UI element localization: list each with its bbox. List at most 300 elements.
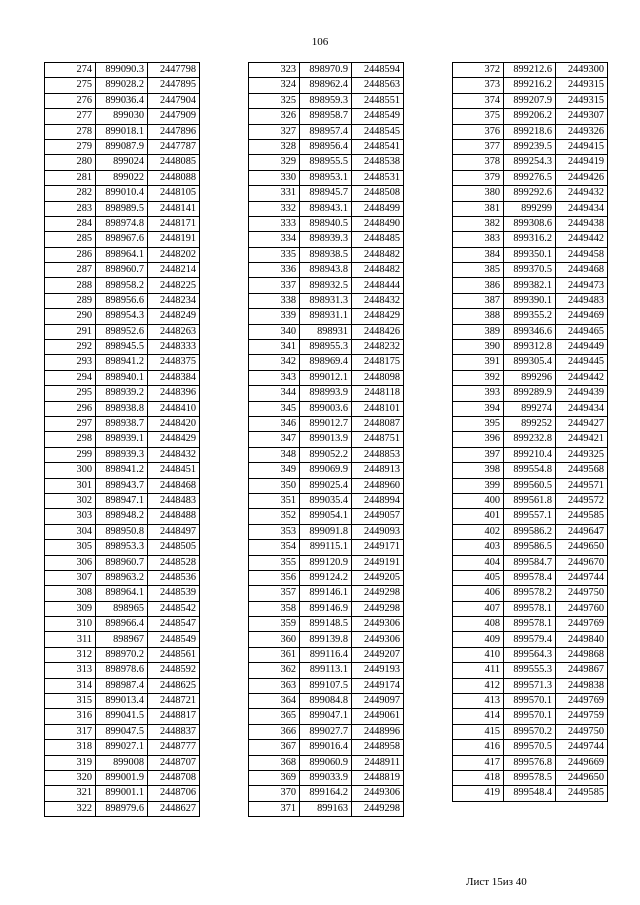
table-row [45,93,200,108]
point-number-cell: 326 [249,109,300,124]
table-row [249,278,404,293]
point-number-cell: 366 [249,724,300,739]
point-number-cell: 354 [249,540,300,555]
point-number-cell: 407 [453,601,504,616]
x-coordinate-cell: 899554.8 [504,463,556,478]
y-coordinate-cell: 2448232 [352,340,404,355]
point-number-cell: 276 [45,93,96,108]
point-number-cell: 323 [249,63,300,78]
table-row [249,570,404,585]
table-row [453,786,608,801]
point-number-cell: 341 [249,340,300,355]
x-coordinate-cell: 899024 [96,155,148,170]
point-number-cell: 408 [453,617,504,632]
x-coordinate-cell: 899047.1 [300,709,352,724]
point-number-cell: 284 [45,216,96,231]
x-coordinate-cell: 899003.6 [300,401,352,416]
x-coordinate-cell: 898940.1 [96,370,148,385]
x-coordinate-cell: 898958.7 [300,109,352,124]
table-row [45,678,200,693]
point-number-cell: 325 [249,93,300,108]
y-coordinate-cell: 2449840 [556,632,608,647]
point-number-cell: 293 [45,355,96,370]
point-number-cell: 317 [45,724,96,739]
point-number-cell: 274 [45,63,96,78]
point-number-cell: 413 [453,694,504,709]
y-coordinate-cell: 2448429 [148,432,200,447]
table-row [453,324,608,339]
y-coordinate-cell: 2449572 [556,493,608,508]
y-coordinate-cell: 2448960 [352,478,404,493]
point-number-cell: 305 [45,540,96,555]
table-row [45,570,200,585]
x-coordinate-cell: 898959.3 [300,93,352,108]
table-row [45,786,200,801]
x-coordinate-cell: 898966.4 [96,617,148,632]
table-row [453,309,608,324]
point-number-cell: 309 [45,601,96,616]
y-coordinate-cell: 2448202 [148,247,200,262]
table-row [453,186,608,201]
y-coordinate-cell: 2448191 [148,232,200,247]
point-number-cell: 364 [249,694,300,709]
table-row [453,432,608,447]
y-coordinate-cell: 2449838 [556,678,608,693]
point-number-cell: 365 [249,709,300,724]
y-coordinate-cell: 2449759 [556,709,608,724]
point-number-cell: 321 [45,786,96,801]
point-number-cell: 348 [249,447,300,462]
x-coordinate-cell: 899013.9 [300,432,352,447]
x-coordinate-cell: 898958.2 [96,278,148,293]
table-row [249,694,404,709]
table-row [45,663,200,678]
y-coordinate-cell: 2449057 [352,509,404,524]
point-number-cell: 352 [249,509,300,524]
x-coordinate-cell: 899069.9 [300,463,352,478]
y-coordinate-cell: 2449298 [352,801,404,816]
y-coordinate-cell: 2448531 [352,170,404,185]
x-coordinate-cell: 899579.4 [504,632,556,647]
x-coordinate-cell: 899239.5 [504,139,556,154]
x-coordinate-cell: 898953.1 [300,170,352,185]
table-row [453,647,608,662]
y-coordinate-cell: 2448249 [148,309,200,324]
point-number-cell: 286 [45,247,96,262]
x-coordinate-cell: 898962.4 [300,78,352,93]
point-number-cell: 386 [453,278,504,293]
table-row [453,124,608,139]
x-coordinate-cell: 899350.1 [504,247,556,262]
point-number-cell: 360 [249,632,300,647]
table-row [249,724,404,739]
x-coordinate-cell: 899207.9 [504,93,556,108]
point-number-cell: 377 [453,139,504,154]
x-coordinate-cell: 898956.6 [96,293,148,308]
table-row [45,524,200,539]
x-coordinate-cell: 898938.5 [300,247,352,262]
x-coordinate-cell: 898970.9 [300,63,352,78]
table-row [453,155,608,170]
point-number-cell: 311 [45,632,96,647]
x-coordinate-cell: 898939.3 [96,447,148,462]
point-number-cell: 400 [453,493,504,508]
y-coordinate-cell: 2449207 [352,647,404,662]
x-coordinate-cell: 899116.4 [300,647,352,662]
x-coordinate-cell: 899370.5 [504,263,556,278]
y-coordinate-cell: 2448384 [148,370,200,385]
y-coordinate-cell: 2449769 [556,617,608,632]
y-coordinate-cell: 2448420 [148,416,200,431]
y-coordinate-cell: 2449325 [556,447,608,462]
table-row [249,247,404,262]
table-row [249,740,404,755]
y-coordinate-cell: 2449191 [352,555,404,570]
table-row [45,432,200,447]
x-coordinate-cell: 899254.3 [504,155,556,170]
y-coordinate-cell: 2448171 [148,216,200,231]
table-row [45,370,200,385]
table-row [45,540,200,555]
y-coordinate-cell: 2448561 [148,647,200,662]
y-coordinate-cell: 2449744 [556,740,608,755]
page-number: 106 [311,36,329,48]
point-number-cell: 333 [249,216,300,231]
y-coordinate-cell: 2449867 [556,663,608,678]
x-coordinate-cell: 899548.4 [504,786,556,801]
x-coordinate-cell: 899578.1 [504,617,556,632]
point-number-cell: 388 [453,309,504,324]
y-coordinate-cell: 2449439 [556,386,608,401]
y-coordinate-cell: 2447787 [148,139,200,154]
point-number-cell: 371 [249,801,300,816]
y-coordinate-cell: 2449315 [556,78,608,93]
x-coordinate-cell: 899289.9 [504,386,556,401]
y-coordinate-cell: 2448751 [352,432,404,447]
x-coordinate-cell: 899013.4 [96,694,148,709]
point-number-cell: 334 [249,232,300,247]
y-coordinate-cell: 2448375 [148,355,200,370]
x-coordinate-cell: 899033.9 [300,770,352,785]
y-coordinate-cell: 2449571 [556,478,608,493]
x-coordinate-cell: 898938.7 [96,416,148,431]
x-coordinate-cell: 899107.5 [300,678,352,693]
point-number-cell: 320 [45,770,96,785]
point-number-cell: 417 [453,755,504,770]
table-row [45,724,200,739]
point-number-cell: 394 [453,401,504,416]
y-coordinate-cell: 2448996 [352,724,404,739]
point-number-cell: 330 [249,170,300,185]
y-coordinate-cell: 2448563 [352,78,404,93]
x-coordinate-cell: 899276.5 [504,170,556,185]
x-coordinate-cell: 898957.4 [300,124,352,139]
y-coordinate-cell: 2448483 [148,493,200,508]
x-coordinate-cell: 899299 [504,201,556,216]
table-row [45,463,200,478]
x-coordinate-cell: 898931.3 [300,293,352,308]
x-coordinate-cell: 898967 [96,632,148,647]
x-coordinate-cell: 899571.3 [504,678,556,693]
y-coordinate-cell: 2448549 [352,109,404,124]
sheet-label: Лист 15из 40 [466,876,527,888]
x-coordinate-cell: 898950.8 [96,524,148,539]
y-coordinate-cell: 2448098 [352,370,404,385]
y-coordinate-cell: 2447896 [148,124,200,139]
y-coordinate-cell: 2448545 [352,124,404,139]
point-number-cell: 275 [45,78,96,93]
x-coordinate-cell: 898945.7 [300,186,352,201]
x-coordinate-cell: 898943.1 [300,201,352,216]
y-coordinate-cell: 2448432 [148,447,200,462]
table-row [249,355,404,370]
x-coordinate-cell: 899382.1 [504,278,556,293]
y-coordinate-cell: 2448410 [148,401,200,416]
table-row [249,386,404,401]
table-row [249,263,404,278]
table-row [45,416,200,431]
y-coordinate-cell: 2448594 [352,63,404,78]
table-row [249,540,404,555]
point-number-cell: 353 [249,524,300,539]
y-coordinate-cell: 2448468 [148,478,200,493]
table-row [453,232,608,247]
table-row [453,278,608,293]
x-coordinate-cell: 899557.1 [504,509,556,524]
point-number-cell: 343 [249,370,300,385]
table-row [453,139,608,154]
table-row [45,293,200,308]
x-coordinate-cell: 898939.2 [96,386,148,401]
point-number-cell: 344 [249,386,300,401]
x-coordinate-cell: 898987.4 [96,678,148,693]
y-coordinate-cell: 2448551 [352,93,404,108]
x-coordinate-cell: 898948.2 [96,509,148,524]
y-coordinate-cell: 2448549 [148,632,200,647]
point-number-cell: 391 [453,355,504,370]
x-coordinate-cell: 898938.8 [96,401,148,416]
point-number-cell: 340 [249,324,300,339]
y-coordinate-cell: 2448707 [148,755,200,770]
point-number-cell: 306 [45,555,96,570]
point-number-cell: 342 [249,355,300,370]
y-coordinate-cell: 2449326 [556,124,608,139]
table-row [45,493,200,508]
table-row [249,324,404,339]
x-coordinate-cell: 899010.4 [96,186,148,201]
y-coordinate-cell: 2449097 [352,694,404,709]
x-coordinate-cell: 898989.5 [96,201,148,216]
point-number-cell: 310 [45,617,96,632]
table-row [453,632,608,647]
x-coordinate-cell: 899022 [96,170,148,185]
y-coordinate-cell: 2449307 [556,109,608,124]
x-coordinate-cell: 899206.2 [504,109,556,124]
point-number-cell: 281 [45,170,96,185]
x-coordinate-cell: 899124.2 [300,570,352,585]
point-number-cell: 294 [45,370,96,385]
table-row [453,93,608,108]
point-number-cell: 291 [45,324,96,339]
point-number-cell: 379 [453,170,504,185]
table-row [249,232,404,247]
x-coordinate-cell: 899218.6 [504,124,556,139]
point-number-cell: 385 [453,263,504,278]
point-number-cell: 402 [453,524,504,539]
x-coordinate-cell: 899120.9 [300,555,352,570]
x-coordinate-cell: 898964.1 [96,247,148,262]
point-number-cell: 298 [45,432,96,447]
point-number-cell: 292 [45,340,96,355]
x-coordinate-cell: 898974.8 [96,216,148,231]
table-row [249,463,404,478]
y-coordinate-cell: 2449465 [556,324,608,339]
y-coordinate-cell: 2448777 [148,740,200,755]
table-row [453,709,608,724]
y-coordinate-cell: 2449669 [556,755,608,770]
point-number-cell: 398 [453,463,504,478]
x-coordinate-cell: 899036.4 [96,93,148,108]
point-number-cell: 282 [45,186,96,201]
x-coordinate-cell: 898969.4 [300,355,352,370]
x-coordinate-cell: 898931 [300,324,352,339]
y-coordinate-cell: 2448592 [148,663,200,678]
x-coordinate-cell: 898947.1 [96,493,148,508]
x-coordinate-cell: 899008 [96,755,148,770]
x-coordinate-cell: 899312.8 [504,340,556,355]
y-coordinate-cell: 2449650 [556,540,608,555]
y-coordinate-cell: 2448488 [148,509,200,524]
point-number-cell: 302 [45,493,96,508]
point-number-cell: 383 [453,232,504,247]
table-row [453,263,608,278]
y-coordinate-cell: 2449205 [352,570,404,585]
table-row [249,293,404,308]
x-coordinate-cell: 899016.4 [300,740,352,755]
y-coordinate-cell: 2448118 [352,386,404,401]
point-number-cell: 351 [249,493,300,508]
x-coordinate-cell: 899576.8 [504,755,556,770]
table-row [249,447,404,462]
y-coordinate-cell: 2449468 [556,263,608,278]
table-row [453,109,608,124]
point-number-cell: 396 [453,432,504,447]
point-number-cell: 370 [249,786,300,801]
point-number-cell: 356 [249,570,300,585]
point-number-cell: 331 [249,186,300,201]
y-coordinate-cell: 2449647 [556,524,608,539]
x-coordinate-cell: 899561.8 [504,493,556,508]
x-coordinate-cell: 899146.9 [300,601,352,616]
point-number-cell: 335 [249,247,300,262]
y-coordinate-cell: 2449432 [556,186,608,201]
y-coordinate-cell: 2449306 [352,617,404,632]
table-row [453,416,608,431]
x-coordinate-cell: 899584.7 [504,555,556,570]
y-coordinate-cell: 2448837 [148,724,200,739]
y-coordinate-cell: 2449760 [556,601,608,616]
point-number-cell: 303 [45,509,96,524]
point-number-cell: 301 [45,478,96,493]
table-row [249,370,404,385]
table-row [453,386,608,401]
table-row [249,340,404,355]
point-number-cell: 313 [45,663,96,678]
table-row [45,601,200,616]
y-coordinate-cell: 2448482 [352,263,404,278]
y-coordinate-cell: 2448538 [352,155,404,170]
x-coordinate-cell: 899041.5 [96,709,148,724]
y-coordinate-cell: 2448105 [148,186,200,201]
x-coordinate-cell: 899113.1 [300,663,352,678]
table-row [45,509,200,524]
table-row [453,201,608,216]
y-coordinate-cell: 2448429 [352,309,404,324]
table-row [453,216,608,231]
point-number-cell: 345 [249,401,300,416]
y-coordinate-cell: 2448819 [352,770,404,785]
table-row [45,355,200,370]
point-number-cell: 283 [45,201,96,216]
coordinates-table-3 [452,62,608,802]
table-row [453,724,608,739]
y-coordinate-cell: 2449750 [556,586,608,601]
point-number-cell: 392 [453,370,504,385]
x-coordinate-cell: 899052.2 [300,447,352,462]
point-number-cell: 404 [453,555,504,570]
y-coordinate-cell: 2448225 [148,278,200,293]
x-coordinate-cell: 898954.3 [96,309,148,324]
table-row [453,355,608,370]
table-row [45,617,200,632]
table-row [45,63,200,78]
point-number-cell: 329 [249,155,300,170]
point-number-cell: 361 [249,647,300,662]
table-row [249,109,404,124]
table-row [453,540,608,555]
x-coordinate-cell: 899084.8 [300,694,352,709]
point-number-cell: 289 [45,293,96,308]
point-number-cell: 410 [453,647,504,662]
y-coordinate-cell: 2448536 [148,570,200,585]
y-coordinate-cell: 2449315 [556,93,608,108]
y-coordinate-cell: 2448499 [352,201,404,216]
table-row [249,201,404,216]
y-coordinate-cell: 2449419 [556,155,608,170]
table-row [453,555,608,570]
x-coordinate-cell: 898960.7 [96,555,148,570]
table-row [45,586,200,601]
y-coordinate-cell: 2449670 [556,555,608,570]
y-coordinate-cell: 2447909 [148,109,200,124]
x-coordinate-cell: 899305.4 [504,355,556,370]
table-row [45,401,200,416]
point-number-cell: 411 [453,663,504,678]
table-row [249,678,404,693]
y-coordinate-cell: 2448542 [148,601,200,616]
table-row [249,432,404,447]
y-coordinate-cell: 2448490 [352,216,404,231]
point-number-cell: 337 [249,278,300,293]
point-number-cell: 384 [453,247,504,262]
y-coordinate-cell: 2448508 [352,186,404,201]
y-coordinate-cell: 2448541 [352,139,404,154]
table-row [453,586,608,601]
y-coordinate-cell: 2449750 [556,724,608,739]
point-number-cell: 382 [453,216,504,231]
x-coordinate-cell: 899570.5 [504,740,556,755]
y-coordinate-cell: 2449427 [556,416,608,431]
